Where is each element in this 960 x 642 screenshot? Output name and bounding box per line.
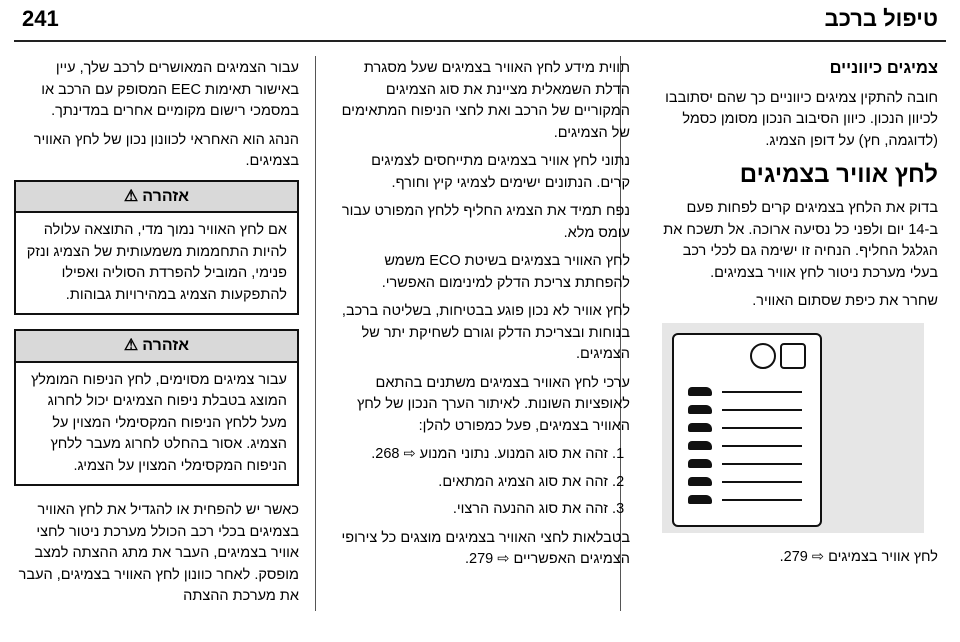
paragraph: הנהג הוא האחראי לכוונון נכון של לחץ האוויר בצמיגים. xyxy=(33,131,299,169)
column-right xyxy=(660,58,938,575)
paragraph: עבור הצמיגים המאושרים לרכב שלך, עיין באישור תאימות EEC המסופק עם הרכב או במסמכי רישום מקומיים אחרים במדינתך. xyxy=(41,60,299,119)
label-row xyxy=(682,495,812,505)
tyre-label-figure xyxy=(662,323,924,533)
label-row xyxy=(682,459,812,469)
subheading-directional-tyres: צמיגים כיווניים xyxy=(829,59,938,77)
label-row xyxy=(682,387,812,397)
paragraph: בטבלאות לחצי האוויר בצמיגים מוצגים כל צירופי הצמיגים האפשריים ⇨ 279. xyxy=(341,529,630,567)
car-icon xyxy=(688,387,712,396)
label-line xyxy=(722,445,802,447)
paragraph: נתוני לחץ אוויר בצמיגים מתייחסים לצמיגים קרים. הנתונים ישימים לצמיגי קיץ וחורף. xyxy=(371,153,630,191)
list-item: 3. זהה את סוג ההנעה הרצוי. xyxy=(340,499,608,521)
warning-label: אזהרה xyxy=(142,337,190,354)
warning-header xyxy=(16,331,297,363)
warning-box xyxy=(14,329,299,486)
label-line xyxy=(722,427,802,429)
heading-tyre-pressure: לחץ אוויר בצמיגים xyxy=(739,161,938,188)
car-icon xyxy=(688,459,712,468)
page-header xyxy=(0,0,960,44)
warning-triangle-icon: ⚠ xyxy=(123,187,139,205)
paragraph: ערכי לחץ האוויר בצמיגים משתנים בהתאם לאופציות השונות. לאיתור הערך הנכון של לחץ האוויר בצמיגים, פעל כמפורט להלן: xyxy=(357,374,630,434)
paragraph: כאשר יש להפחית או להגדיל את לחץ האוויר בצמיגים בכלי רכב הכולל מערכת ניטור לחצי אוויר בצמיגים, העבר את מתג ההצתה למצב מופסק. לאחר כוונון לחץ האוויר בצמיגים, העבר את מערכת ההצתה xyxy=(18,502,299,604)
warning-box xyxy=(14,180,299,316)
label-row xyxy=(682,423,812,433)
label-line xyxy=(722,463,802,465)
warning-triangle-icon: ⚠ xyxy=(123,337,139,354)
paragraph: לחץ האוויר בצמיגים בשיטת ECO משמש להפחתת צריכת הדלק למינימום האפשרי. xyxy=(381,253,630,291)
paragraph: נפח תמיד את הצמיג החליף ללחץ המפורט עבור עומס מלא. xyxy=(341,203,630,241)
tyre-icon xyxy=(750,343,776,369)
warning-text: עבור צמיגים מסוימים, לחץ הניפוח המומלץ המוצג בטבלת ניפוח הצמיגים יכול לחרוג מעל ללחץ הניפוח המקסימלי המצוין על הצמיג. אסור בהחלט לחרוג מעבר ללחץ הניפוח המקסימלי המצוין על הצמיג. xyxy=(31,371,287,474)
label-row xyxy=(682,441,812,451)
paragraph: בדוק את הלחץ בצמיגים קרים לפחות פעם ב-14 יום ולפני כל נסיעה ארוכה. אל תשכח את הגלגל החליף. הנחיה זו ישימה גם לכלי רכב בעלי מערכת ניטור לחץ אוויר בצמיגים. xyxy=(663,200,938,281)
car-icon xyxy=(688,405,712,414)
paragraph: תווית מידע לחץ האוויר בצמיגים שעל מסגרת הדלת השמאלית מציינת את סוג הצמיגים המקוריים של הרכב ואת לחצי הניפוח המתאימים של הצמיגים. xyxy=(341,60,630,141)
page-number: 241 xyxy=(22,6,59,31)
car-icon xyxy=(688,495,712,504)
list-item: 2. זהה את סוג הצמיג המתאים. xyxy=(340,472,608,494)
list-item: 1. זהה את סוג המנוע. נתוני המנוע ⇨ 268. xyxy=(340,444,608,466)
header-rule xyxy=(14,40,946,42)
car-icon xyxy=(688,441,712,450)
warning-label: אזהרה xyxy=(142,187,190,205)
warning-body xyxy=(16,213,297,313)
column-middle xyxy=(340,58,630,578)
label-line xyxy=(722,499,802,501)
warning-body xyxy=(16,363,297,485)
paragraph: לחץ אוויר לא נכון פוגע בבטיחות, בשליטה ברכב, בנוחות ובצריכת הדלק וגורם לשחיקת יתר של הצמיגים. xyxy=(341,303,630,362)
label-row xyxy=(682,405,812,415)
figure-caption: לחץ אוויר בצמיגים ⇨ 279. xyxy=(779,548,938,565)
warning-text: אם לחץ האוויר נמוך מדי, התוצאה עלולה להיות התחממות משמעותית של הצמיג ונזק פנימי, המוביל להפרדת הסוליה ואפילו להתפקעות הצמיג במהירויות גבוהות. xyxy=(26,222,287,303)
label-line xyxy=(722,481,802,483)
warning-header xyxy=(16,182,297,214)
column-divider xyxy=(315,56,316,611)
tyre-pressure-label xyxy=(672,333,822,527)
paragraph: שחרר את כיפת שסתום האוויר. xyxy=(752,293,938,309)
label-line xyxy=(722,391,802,393)
label-line xyxy=(722,409,802,411)
steps-list xyxy=(340,444,630,521)
label-row xyxy=(682,477,812,487)
car-icon xyxy=(688,423,712,432)
manual-book-icon xyxy=(780,343,806,369)
paragraph: חובה להתקין צמיגים כיווניים כך שהם יסתובבו לכיוון הנכון. כיוון הסיבוב הנכון מסומן כסמל (לדוגמה, חץ) על דופן הצמיג. xyxy=(665,89,938,149)
section-title: טיפול ברכב xyxy=(824,6,938,31)
column-left xyxy=(14,58,299,615)
car-icon xyxy=(688,477,712,486)
